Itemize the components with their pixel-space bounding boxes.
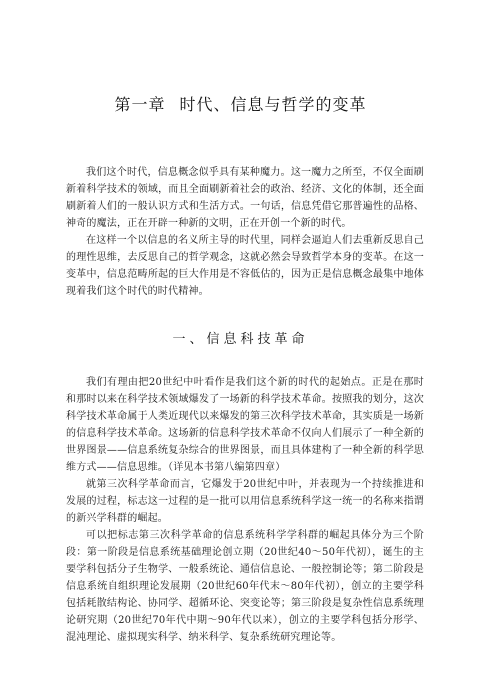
section-paragraph: 可以把标志第三次科学革命的信息系统科学学科群的崛起具体分为三个阶段：第一阶段是信息系统基础理论创立期（20世纪40～50年代初），诞生的主要学科包括分子生物学、一般系统论、通信信息论、一般控制论等；第二阶段是信息系统自组织理论发展期（20世纪60年代末～80年代初），创立的主要学科包括耗散结构论、协同学、超循环论、突变论等；第三阶段是复杂性信息系统理论研究期（20世纪70年代中期～90年代以来），创立的主要学科包括分形学、混沌理论、虚拟现实科学、纳米科学、复杂系统研究理论等。 <box>66 530 424 643</box>
chapter-title-text: 时代、信息与哲学的变革 <box>179 95 367 114</box>
intro-paragraph: 我们这个时代，信息概念似乎具有某种魔力。这一魔力之所至，不仅全面刷新着科学技术的领域，而且全面刷新着社会的政治、经济、文化的体制，还全面刷新着人们的一般认识方式和生活方式。一句话，信息凭借它那普遍性的品格、神奇的魔法，正在开辟一种新的文明，正在开创一个新的时代。 <box>66 167 424 229</box>
intro-paragraph: 在这样一个以信息的名义所主导的时代里，同样会逼迫人们去重新反思自己的理性思维，去反思自己的哲学观念，这就必然会导致哲学本身的变革。在这一变革中，信息范畴所起的巨大作用是不容低估的，因为正是信息概念最集中地体现着我们这个时代的时代精神。 <box>66 235 424 297</box>
chapter-number: 第一章 <box>114 95 166 114</box>
section-paragraph: 我们有理由把20世纪中叶看作是我们这个新的时代的起始点。正是在那时和那时以来在科学技术领域爆发了一场新的科学技术革命。按照我的划分，这次科学技术革命属于人类近现代以来爆发的第三次科学技术革命，其实质是一场新的信息科学技术革命。这场新的信息科学技术革命不仅向人们展示了一种全新的世界图景——信息系统复杂综合的世界图景，而且具体建构了一种全新的科学思维方式——信息思维。（详见本书第八编第四章） <box>66 377 424 473</box>
section-title: 一、信息科技革命 <box>172 332 309 347</box>
section-paragraph: 就第三次科学革命而言，它爆发于20世纪中叶，并表现为一个持续推进和发展的过程，标志这一过程的是一批可以用信息系统科学这一统一的名称来指谓的新兴学科群的崛起。 <box>66 479 424 524</box>
section-text-block <box>66 374 424 646</box>
chapter-title <box>0 92 481 115</box>
intro-text-block <box>66 164 424 300</box>
